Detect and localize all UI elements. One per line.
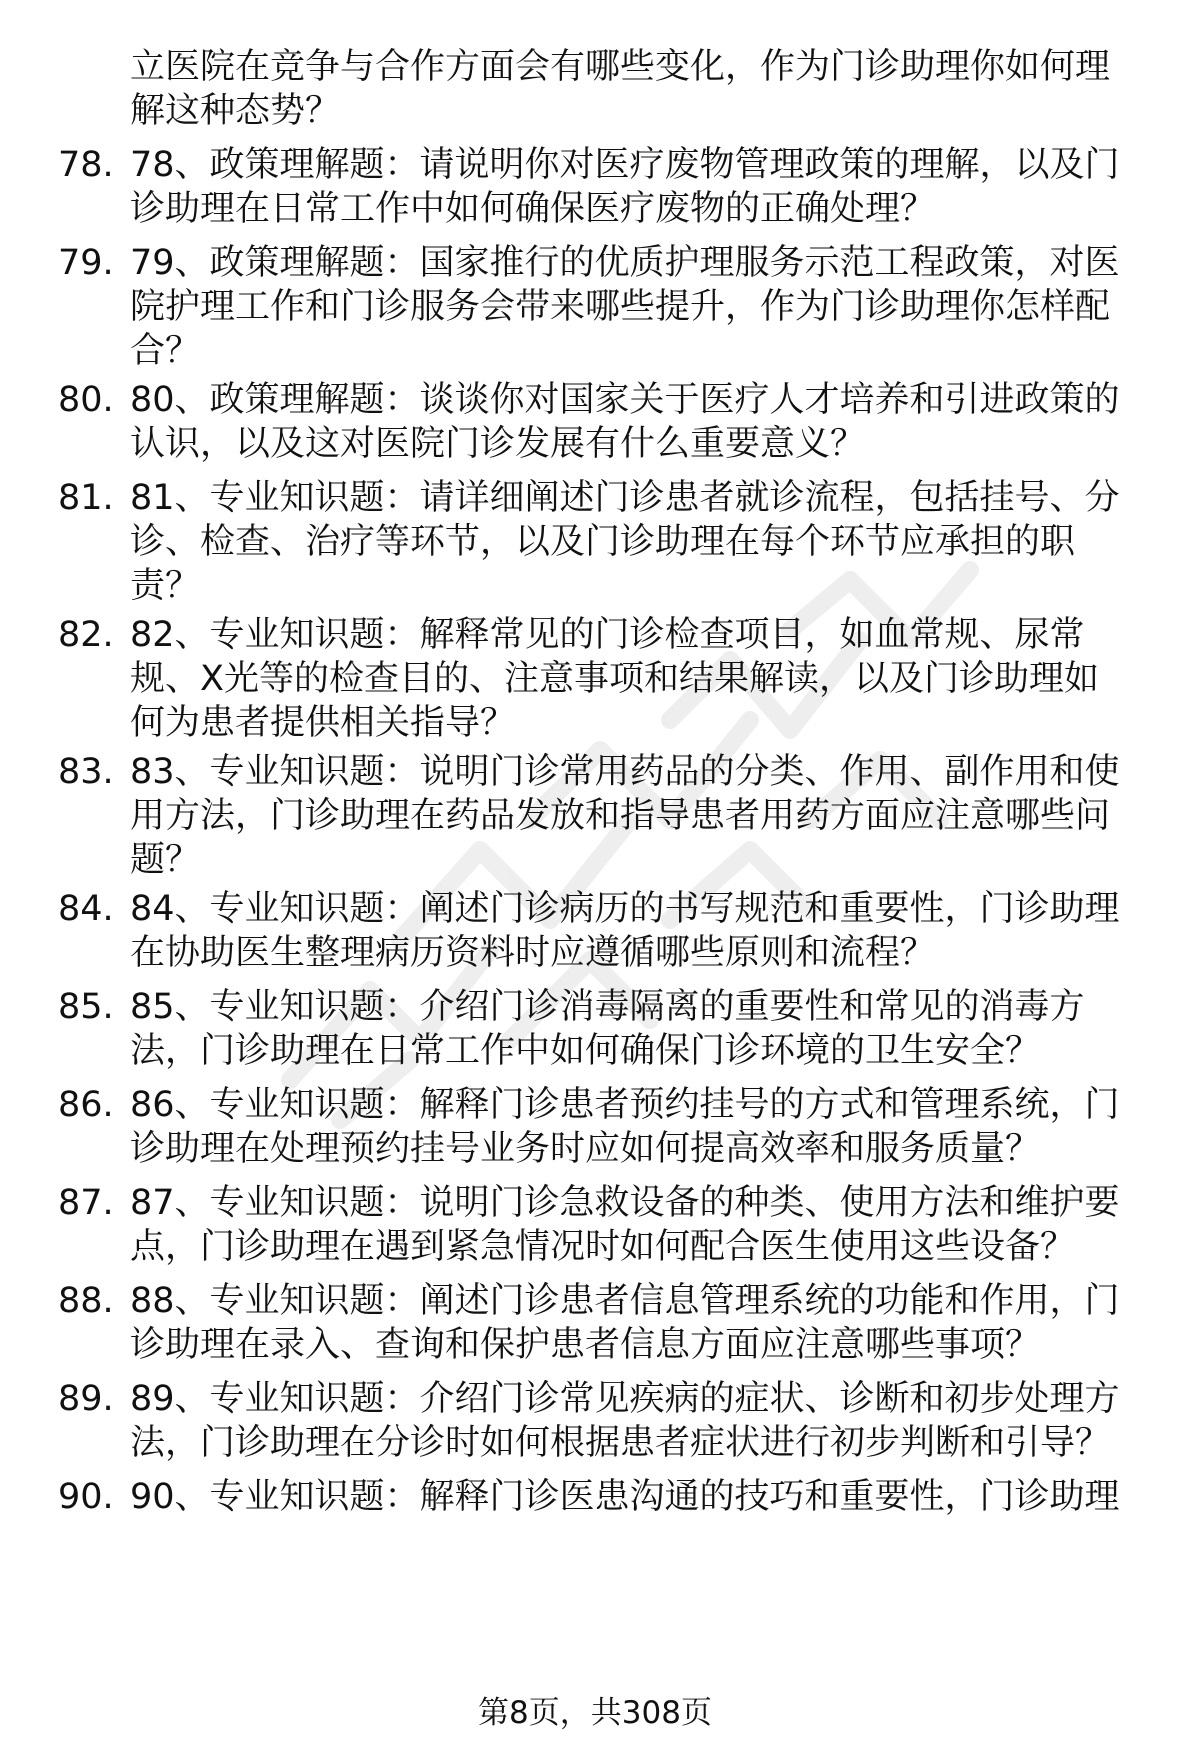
item-text-line: 87、专业知识题：说明门诊急救设备的种类、使用方法和维护要 bbox=[130, 1183, 1120, 1223]
page-footer: 第8页，共308页 bbox=[478, 1695, 712, 1731]
item-text-line: 81、专业知识题：请详细阐述门诊患者就诊流程，包括挂号、分 bbox=[130, 478, 1120, 518]
item-number: 80. bbox=[58, 380, 114, 420]
item-text-line: 79、政策理解题：国家推行的优质护理服务示范工程政策，对医 bbox=[130, 243, 1120, 283]
item-text-line: 89、专业知识题：介绍门诊常见疾病的症状、诊断和初步处理方 bbox=[130, 1379, 1120, 1419]
item-text-line: 点，门诊助理在遇到紧急情况时如何配合医生使用这些设备？ bbox=[130, 1227, 1076, 1267]
item-number: 90. bbox=[58, 1477, 114, 1517]
item-number: 85. bbox=[58, 987, 114, 1027]
item-text-line: 合？ bbox=[130, 331, 201, 371]
item-text-line: 规、X光等的检查目的、注意事项和结果解读，以及门诊助理如 bbox=[130, 659, 1099, 699]
item-number: 79. bbox=[58, 243, 114, 283]
item-text-line: 82、专业知识题：解释常见的门诊检查项目，如血常规、尿常 bbox=[130, 615, 1085, 655]
item-number: 83. bbox=[58, 752, 114, 792]
item-text-line: 何为患者提供相关指导？ bbox=[130, 703, 516, 743]
item-text-line: 86、专业知识题：解释门诊患者预约挂号的方式和管理系统，门 bbox=[130, 1085, 1120, 1125]
item-number: 82. bbox=[58, 615, 114, 655]
item-text-line: 用方法，门诊助理在药品发放和指导患者用药方面应注意哪些问 bbox=[130, 796, 1111, 836]
item-text-line: 题？ bbox=[130, 840, 201, 880]
item-text-line: 诊、检查、治疗等环节，以及门诊助理在每个环节应承担的职 bbox=[130, 522, 1076, 562]
item-text-line: 认识，以及这对医院门诊发展有什么重要意义？ bbox=[130, 424, 866, 464]
item-number: 88. bbox=[58, 1281, 114, 1321]
item-number: 86. bbox=[58, 1085, 114, 1125]
item-text-line: 78、政策理解题：请说明你对医疗废物管理政策的理解，以及门 bbox=[130, 145, 1120, 185]
item-text-line: 诊助理在处理预约挂号业务时应如何提高效率和服务质量？ bbox=[130, 1129, 1041, 1169]
item-number: 89. bbox=[58, 1379, 114, 1419]
item-text-line: 80、政策理解题：谈谈你对国家关于医疗人才培养和引进政策的 bbox=[130, 380, 1120, 420]
item-text-line: 法，门诊助理在分诊时如何根据患者症状进行初步判断和引导？ bbox=[130, 1423, 1111, 1463]
item-number: 84. bbox=[58, 889, 114, 929]
item-number: 81. bbox=[58, 478, 114, 518]
item-text-line: 90、专业知识题：解释门诊医患沟通的技巧和重要性，门诊助理 bbox=[130, 1477, 1120, 1517]
item-text-line: 院护理工作和门诊服务会带来哪些提升，作为门诊助理你怎样配 bbox=[130, 287, 1111, 327]
item-text-line: 诊助理在日常工作中如何确保医疗废物的正确处理？ bbox=[130, 189, 936, 229]
item-text-line: 83、专业知识题：说明门诊常用药品的分类、作用、副作用和使 bbox=[130, 752, 1120, 792]
item-text-line: 84、专业知识题：阐述门诊病历的书写规范和重要性，门诊助理 bbox=[130, 889, 1120, 929]
item-text-line: 法，门诊助理在日常工作中如何确保门诊环境的卫生安全？ bbox=[130, 1031, 1041, 1071]
item-text-line: 85、专业知识题：介绍门诊消毒隔离的重要性和常见的消毒方 bbox=[130, 987, 1085, 1027]
item-text-line: 解这种态势？ bbox=[130, 91, 341, 131]
item-text-line: 诊助理在录入、查询和保护患者信息方面应注意哪些事项？ bbox=[130, 1325, 1041, 1365]
item-text-line: 立医院在竞争与合作方面会有哪些变化，作为门诊助理你如何理 bbox=[130, 47, 1111, 87]
item-text-line: 在协助医生整理病历资料时应遵循哪些原则和流程？ bbox=[130, 933, 936, 973]
item-number: 78. bbox=[58, 145, 114, 185]
item-text-line: 责？ bbox=[130, 566, 201, 606]
item-text-line: 88、专业知识题：阐述门诊患者信息管理系统的功能和作用，门 bbox=[130, 1281, 1120, 1321]
item-number: 87. bbox=[58, 1183, 114, 1223]
